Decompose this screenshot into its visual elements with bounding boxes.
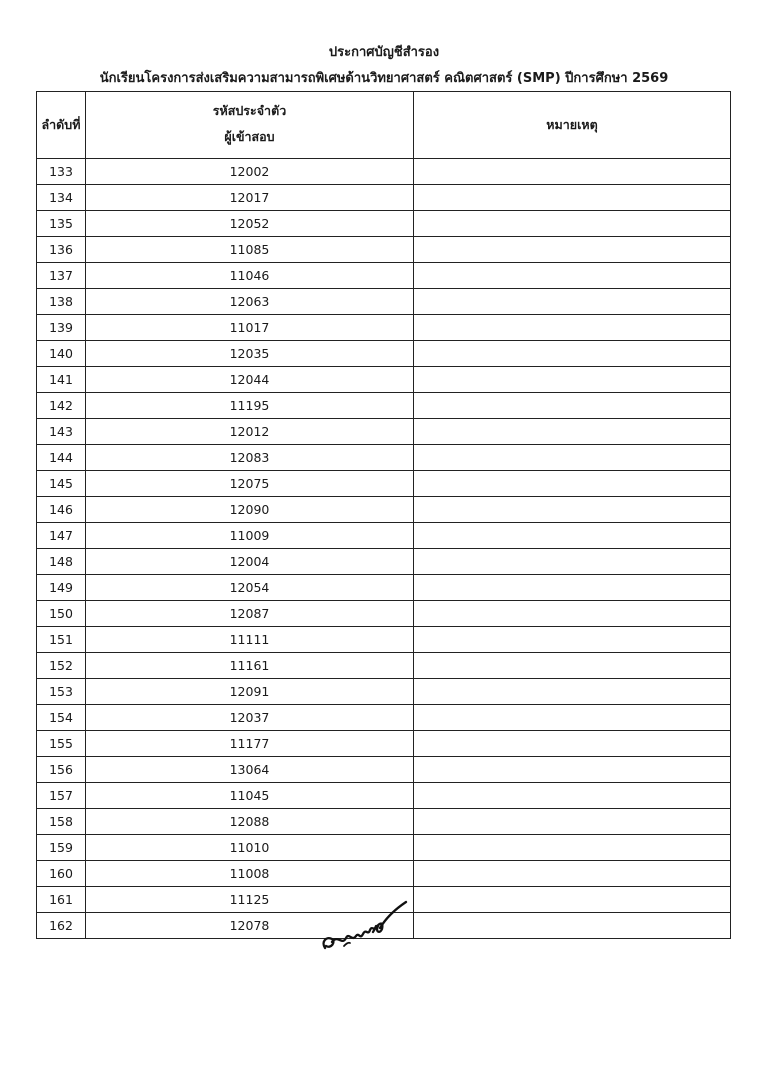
table-row: [37, 185, 731, 211]
row-order: 161: [37, 887, 86, 913]
table-row: [37, 731, 731, 757]
row-candidate-id: 11085: [86, 237, 414, 263]
row-remark: [414, 523, 731, 549]
table-row: [37, 497, 731, 523]
row-candidate-id: 12083: [86, 445, 414, 471]
row-order: 136: [37, 237, 86, 263]
row-order: 158: [37, 809, 86, 835]
row-remark: [414, 211, 731, 237]
row-order: 159: [37, 835, 86, 861]
row-candidate-id: 11177: [86, 731, 414, 757]
handwritten-signature-icon: [318, 896, 408, 958]
row-order: 144: [37, 445, 86, 471]
row-remark: [414, 809, 731, 835]
row-order: 162: [37, 913, 86, 939]
row-remark: [414, 783, 731, 809]
table-row: [37, 367, 731, 393]
row-order: 149: [37, 575, 86, 601]
row-candidate-id: 12088: [86, 809, 414, 835]
row-order: 143: [37, 419, 86, 445]
header-candidate-id-line2: ผู้เข้าสอบ: [224, 129, 275, 144]
row-order: 135: [37, 211, 86, 237]
row-candidate-id: 11111: [86, 627, 414, 653]
table-row: [37, 445, 731, 471]
row-remark: [414, 705, 731, 731]
row-candidate-id: 12035: [86, 341, 414, 367]
row-order: 142: [37, 393, 86, 419]
table-header: [37, 92, 731, 159]
row-remark: [414, 185, 731, 211]
row-candidate-id: 11125: [86, 887, 414, 913]
row-order: 155: [37, 731, 86, 757]
row-order: 141: [37, 367, 86, 393]
row-order: 145: [37, 471, 86, 497]
document-subtitle: นักเรียนโครงการส่งเสริมความสามารถพิเศษด้านวิทยาศาสตร์ คณิตศาสตร์ (SMP) ปีการศึกษา 2569: [99, 71, 669, 86]
header-candidate-id-line1: รหัสประจำตัว: [212, 103, 287, 118]
table-row: [37, 575, 731, 601]
table-row: [37, 627, 731, 653]
row-candidate-id: 12044: [86, 367, 414, 393]
table-row: [37, 705, 731, 731]
row-remark: [414, 263, 731, 289]
table-row: [37, 419, 731, 445]
row-order: 137: [37, 263, 86, 289]
table-row: [37, 211, 731, 237]
row-remark: [414, 731, 731, 757]
row-remark: [414, 653, 731, 679]
row-order: 139: [37, 315, 86, 341]
table-row: [37, 835, 731, 861]
table-row: [37, 679, 731, 705]
row-remark: [414, 289, 731, 315]
row-candidate-id: 11161: [86, 653, 414, 679]
row-remark: [414, 341, 731, 367]
row-candidate-id: 11010: [86, 835, 414, 861]
row-order: 150: [37, 601, 86, 627]
row-order: 134: [37, 185, 86, 211]
row-remark: [414, 757, 731, 783]
header-order: ลำดับที่: [37, 92, 86, 159]
row-remark: [414, 419, 731, 445]
row-candidate-id: 11046: [86, 263, 414, 289]
document-title: ประกาศบัญชีสำรอง: [328, 45, 440, 60]
row-order: 157: [37, 783, 86, 809]
row-order: 160: [37, 861, 86, 887]
table-row: [37, 523, 731, 549]
table-row: [37, 289, 731, 315]
row-remark: [414, 627, 731, 653]
table-row: [37, 653, 731, 679]
row-order: 140: [37, 341, 86, 367]
table-row: [37, 341, 731, 367]
table-row: [37, 263, 731, 289]
table-row: [37, 757, 731, 783]
table-row: [37, 861, 731, 887]
row-order: 147: [37, 523, 86, 549]
row-candidate-id: 11045: [86, 783, 414, 809]
row-candidate-id: 11009: [86, 523, 414, 549]
table-row: [37, 393, 731, 419]
row-order: 146: [37, 497, 86, 523]
row-remark: [414, 913, 731, 939]
row-candidate-id: 12063: [86, 289, 414, 315]
row-remark: [414, 393, 731, 419]
row-candidate-id: 13064: [86, 757, 414, 783]
row-remark: [414, 445, 731, 471]
table-row: [37, 159, 731, 185]
row-candidate-id: 11195: [86, 393, 414, 419]
table-body: [37, 159, 731, 939]
row-remark: [414, 471, 731, 497]
row-candidate-id: 12052: [86, 211, 414, 237]
row-order: 154: [37, 705, 86, 731]
row-order: 152: [37, 653, 86, 679]
row-remark: [414, 887, 731, 913]
row-candidate-id: 12037: [86, 705, 414, 731]
row-candidate-id: 12090: [86, 497, 414, 523]
row-remark: [414, 549, 731, 575]
table-row: [37, 601, 731, 627]
row-order: 138: [37, 289, 86, 315]
row-candidate-id: 12091: [86, 679, 414, 705]
row-candidate-id: 11008: [86, 861, 414, 887]
row-candidate-id: 12087: [86, 601, 414, 627]
row-candidate-id: 12054: [86, 575, 414, 601]
row-candidate-id: 12017: [86, 185, 414, 211]
table-row: [37, 471, 731, 497]
table-row: [37, 549, 731, 575]
table-row: [37, 783, 731, 809]
row-remark: [414, 679, 731, 705]
row-candidate-id: 12004: [86, 549, 414, 575]
row-candidate-id: 12002: [86, 159, 414, 185]
header-candidate-id: [86, 92, 414, 159]
row-candidate-id: 12075: [86, 471, 414, 497]
row-remark: [414, 835, 731, 861]
header-remark: หมายเหตุ: [414, 92, 731, 159]
row-remark: [414, 575, 731, 601]
row-candidate-id: 12012: [86, 419, 414, 445]
row-order: 153: [37, 679, 86, 705]
row-candidate-id: 12078: [86, 913, 414, 939]
table-row: [37, 809, 731, 835]
row-remark: [414, 159, 731, 185]
table-row: [37, 315, 731, 341]
row-remark: [414, 315, 731, 341]
row-order: 148: [37, 549, 86, 575]
row-order: 133: [37, 159, 86, 185]
row-remark: [414, 367, 731, 393]
row-remark: [414, 861, 731, 887]
reserve-list-table: [36, 91, 731, 939]
row-order: 151: [37, 627, 86, 653]
table-row: [37, 237, 731, 263]
row-remark: [414, 601, 731, 627]
row-remark: [414, 237, 731, 263]
row-remark: [414, 497, 731, 523]
row-candidate-id: 11017: [86, 315, 414, 341]
row-order: 156: [37, 757, 86, 783]
